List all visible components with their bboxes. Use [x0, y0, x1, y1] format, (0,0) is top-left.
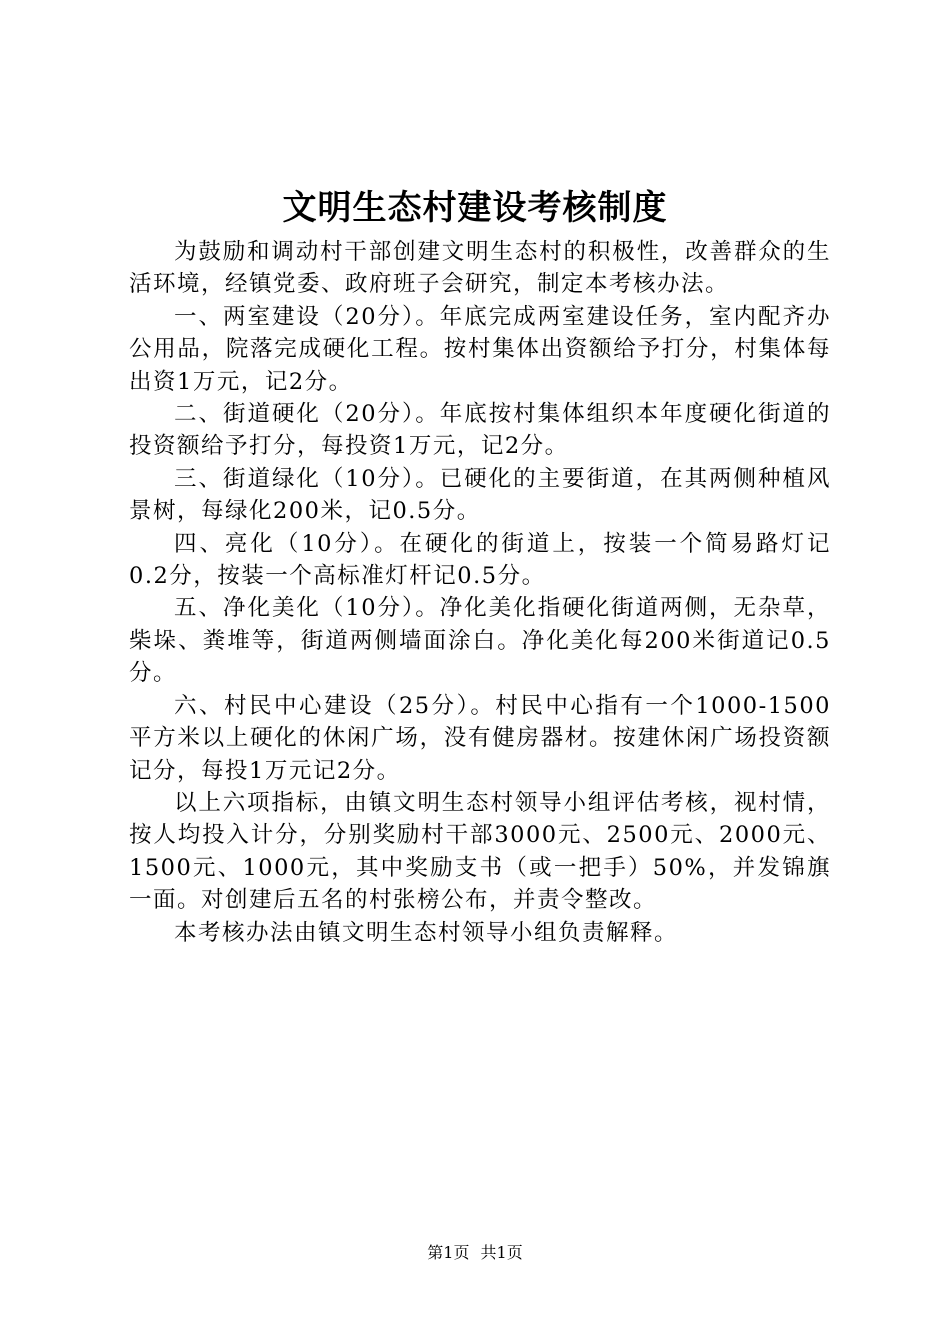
paragraph-intro: 为鼓励和调动村干部创建文明生态村的积极性，改善群众的生活环境，经镇党委、政府班子会研究，制定本考核办法。: [129, 239, 831, 298]
paragraph-item-4: 四、亮化（10分）。在硬化的街道上，按装一个简易路灯记0.2分，按装一个高标准灯杆记0.5分。: [129, 530, 831, 590]
paragraph-item-6: 六、村民中心建设（25分）。村民中心指有一个1000-1500平方米以上硬化的休闲广场，没有健房器材。按建休闲广场投资额记分，每投1万元记2分。: [129, 692, 831, 784]
document-title: 文明生态村建设考核制度: [282, 188, 668, 228]
paragraph-summary: 以上六项指标，由镇文明生态村领导小组评估考核，视村情，按人均投入计分，分别奖励村干部3000元、2500元、2000元、1500元、1000元，其中奖励支书（或一把手）50%，并发锦旗一面。对创建后五名的村张榜公布，并责令整改。: [129, 789, 831, 914]
paragraph-item-2: 二、街道硬化（20分）。年底按村集体组织本年度硬化街道的投资额给予打分，每投资1万元，记2分。: [129, 401, 831, 460]
paragraph-closing: 本考核办法由镇文明生态村领导小组负责解释。: [174, 919, 679, 946]
document-body: [129, 236, 831, 949]
paragraph-item-1: 一、两室建设（20分）。年底完成两室建设任务，室内配齐办公用品，院落完成硬化工程。按村集体出资额给予打分，村集体每出资1万元，记2分。: [129, 303, 831, 395]
page-footer: [0, 1242, 950, 1264]
page-total: 共1页: [480, 1243, 523, 1262]
paragraph-item-5: 五、净化美化（10分）。净化美化指硬化街道两侧，无杂草，柴垛、粪堆等，街道两侧墙面涂白。净化美化每200米街道记0.5分。: [129, 595, 831, 687]
page-number: 第1页: [427, 1243, 470, 1262]
paragraph-item-3: 三、街道绿化（10分）。已硬化的主要街道，在其两侧种植风景树，每绿化200米，记0.5分。: [129, 465, 831, 525]
